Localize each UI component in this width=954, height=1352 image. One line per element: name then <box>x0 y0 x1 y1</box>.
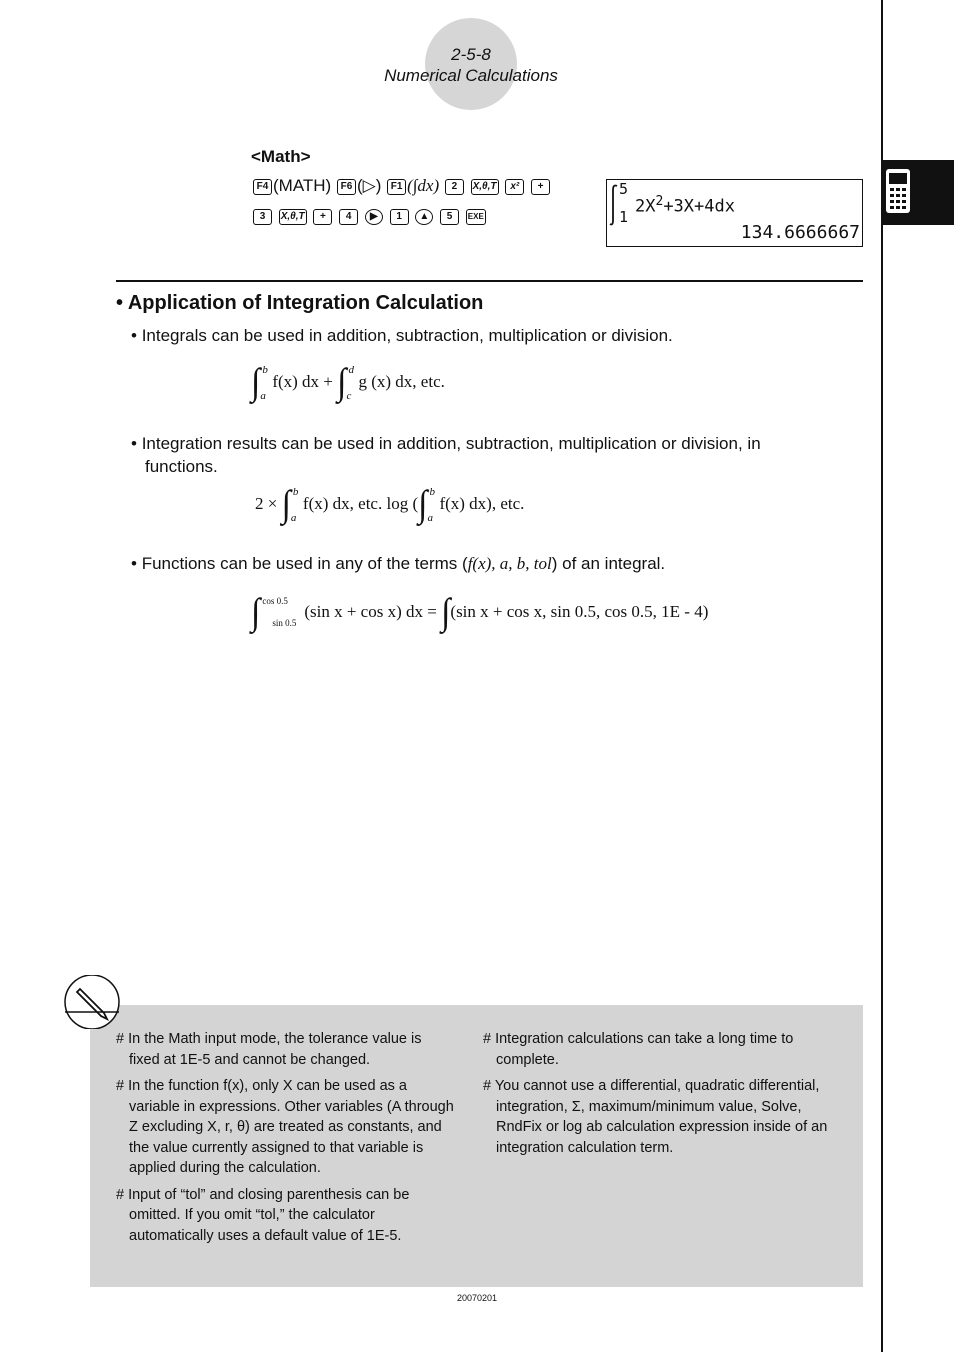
section-divider <box>116 280 863 282</box>
chapter-tab <box>881 160 954 225</box>
section-title: • Application of Integration Calculation <box>116 292 484 314</box>
key-f6: F6 <box>337 179 356 195</box>
note-item: # You cannot use a differential, quadratic differential, integration, Σ, maximum/minimum value, Solve, RndFix or log ab calculation expression inside of an integration calculation term. <box>483 1078 828 1156</box>
key-label-next: (▷) <box>356 176 382 195</box>
integral-sign-icon: ∫ <box>337 362 347 403</box>
integral-sign-icon: ∫ <box>441 592 451 633</box>
key-exe: EXE <box>466 209 486 225</box>
key-square: x² <box>505 179 524 195</box>
key-sequence-line1 <box>252 171 551 201</box>
formula-sum-integrals: ∫ b a f(x) dx + ∫ d c g (x) dx, etc. <box>251 362 445 403</box>
integral-sign-icon: ∫ <box>251 362 261 403</box>
screen-expression: $2X^2+3X+4dx$ <box>635 194 735 217</box>
note-item: # In the Math input mode, the tolerance value is fixed at 1E-5 and cannot be changed. <box>116 1031 422 1068</box>
key-plus: + <box>531 179 550 195</box>
key-sequence-line2 <box>252 201 487 231</box>
key-3: 3 <box>253 209 272 225</box>
integral-sign-icon <box>609 184 619 226</box>
key-1: 1 <box>390 209 409 225</box>
key-4: 4 <box>339 209 358 225</box>
notes-right-column <box>483 1029 828 1164</box>
bullet-item: • Functions can be used in any of the terms (f(x), a, b, tol) of an integral. <box>131 554 666 573</box>
integral-sign-icon: ∫ <box>281 484 291 525</box>
page-header <box>340 44 602 86</box>
key-f4: F4 <box>253 179 272 195</box>
key-2: 2 <box>445 179 464 195</box>
footer-code: 20070201 <box>456 1293 498 1303</box>
page-title: Numerical Calculations <box>384 66 558 85</box>
note-item: # Input of “tol” and closing parenthesis can be omitted. If you omit “tol,” the calculator automatically uses a default value of 1E-5. <box>116 1186 410 1244</box>
key-right-arrow-icon: ▶ <box>365 209 383 225</box>
screen-lower-limit: 1 <box>619 208 629 226</box>
integral-sign-icon: ∫ <box>251 592 261 633</box>
key-up-arrow-icon: ▲ <box>415 209 433 225</box>
key-variable: X,θ,T <box>279 209 307 225</box>
page-number: 2-5-8 <box>451 45 491 64</box>
integral-sign-icon: ∫ <box>418 484 428 525</box>
math-heading: <Math> <box>251 147 311 166</box>
screen-upper-limit: 5 <box>619 180 629 198</box>
pencil-icon <box>63 975 121 1029</box>
note-item: # Integration calculations can take a long time to complete. <box>483 1031 794 1068</box>
formula-functions: ∫ cos 0.5 sin 0.5 (sin x + cos x) dx = ∫(sin x + cos x, sin 0.5, cos 0.5, 1E - 4) <box>251 592 709 633</box>
key-label-integral: (∫dx) <box>407 176 440 195</box>
bullet-item: • Integrals can be used in addition, subtraction, multiplication or division. <box>131 326 673 345</box>
key-label-math: (MATH) <box>273 176 332 195</box>
screen-result: 134.6666667 <box>740 222 860 243</box>
formula-results: 2 × ∫ b a f(x) dx, etc. log (∫ b a f(x) dx), etc. <box>255 484 525 525</box>
key-variable: X,θ,T <box>471 179 499 195</box>
key-plus: + <box>313 209 332 225</box>
calculator-screen <box>606 179 863 247</box>
calculator-icon <box>881 160 954 225</box>
key-f1: F1 <box>387 179 406 195</box>
notes-left-column <box>116 1029 456 1252</box>
bullet-item: • Integration results can be used in addition, subtraction, multiplication or division, in functions. <box>131 434 761 476</box>
note-item: # In the function f(x), only X can be used as a variable in expressions. Other variables (A through Z excluding X, r, θ) are treated as constants, and the value currently assigned to that variable is applied during the calculation. <box>116 1078 454 1176</box>
key-5: 5 <box>440 209 459 225</box>
